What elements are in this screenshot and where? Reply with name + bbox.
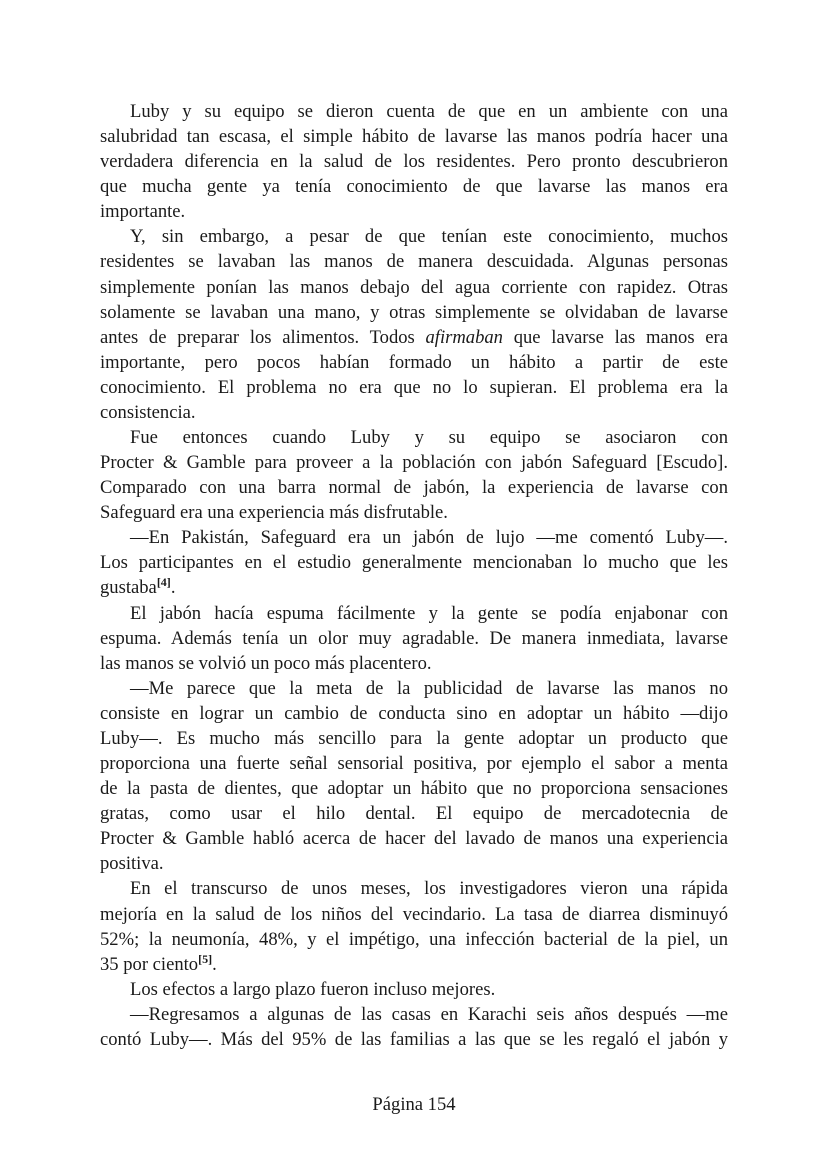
text-line: [100, 425, 728, 450]
text-span: Los efectos a largo plazo fueron incluso mejores.: [130, 978, 496, 1000]
text-span: residentes se lavaban las manos de manera descuidada. Algunas personas: [100, 251, 728, 273]
page-number: Página 154: [372, 1094, 456, 1115]
text-line: [100, 851, 728, 876]
text-line: [100, 275, 728, 300]
text-line: [100, 676, 728, 701]
text-span: .: [212, 953, 217, 975]
paragraph: [100, 977, 728, 1002]
text-span: Safeguard era una experiencia más disfrutable.: [100, 502, 448, 524]
text-line: [100, 1027, 728, 1052]
text-line: [100, 601, 728, 626]
text-span: Luby y su equipo se dieron cuenta de que en un ambiente con una: [130, 101, 728, 122]
text-line: [100, 977, 728, 1002]
text-span: —En Pakistán, Safeguard era un jabón de lujo —me comentó Luby—.: [130, 527, 728, 549]
text-span: Procter & Gamble habló acerca de hacer del lavado de manos una experiencia: [100, 828, 728, 850]
text-span: consiste en lograr un cambio de conducta sino en adoptar un hábito —dijo: [100, 702, 728, 724]
text-line: [100, 575, 728, 600]
text-span: proporciona una fuerte señal sensorial positiva, por ejemplo el sabor a menta: [100, 753, 728, 775]
text-span: antes de preparar los alimentos. Todos: [100, 326, 426, 348]
text-line: [100, 149, 728, 174]
text-line: [100, 400, 728, 425]
text-line: [100, 224, 728, 249]
paragraph: [100, 601, 728, 676]
text-span: consistencia.: [100, 401, 196, 423]
text-span: .: [170, 577, 176, 599]
text-span: En el transcurso de unos meses, los investigadores vieron una rápida: [130, 878, 728, 900]
text-span: mejoría en la salud de los niños del vecindario. La tasa de diarrea disminuyó: [100, 903, 728, 925]
text-line: [100, 99, 728, 124]
text-span: gratas, como usar el hilo dental. El equipo de mercadotecnia de: [100, 803, 728, 825]
text-span: contó Luby—. Más del 95% de las familias a las que se les regaló el jabón y: [100, 1028, 728, 1050]
paragraph: [100, 224, 728, 425]
text-line: [100, 651, 728, 676]
footnote-ref[interactable]: [5]: [198, 951, 213, 966]
text-line: [100, 249, 728, 274]
text-span: gustaba: [100, 577, 157, 599]
text-line: [100, 701, 728, 726]
text-span: conocimiento. El problema no era que no lo supieran. El problema era la: [100, 376, 728, 398]
text-line: [100, 626, 728, 651]
text-span: 35 por ciento: [100, 953, 199, 975]
text-span: El jabón hacía espuma fácilmente y la gente se podía enjabonar con: [130, 602, 728, 624]
text-line: [100, 199, 728, 224]
footnote-ref[interactable]: [4]: [156, 575, 171, 590]
text-span: Procter & Gamble para proveer a la población con jabón Safeguard [Escudo].: [100, 452, 728, 474]
text-span: importante.: [100, 201, 186, 223]
paragraph: [100, 676, 728, 877]
text-span: Fue entonces cuando Luby y su equipo se asociaron con: [130, 427, 728, 449]
paragraph: [100, 525, 728, 600]
text-span: que lavarse las manos era: [502, 326, 728, 348]
text-line: [100, 475, 728, 500]
text-span: salubridad tan escasa, el simple hábito de lavarse las manos podría hacer una: [100, 126, 728, 148]
text-span: de la pasta de dientes, que adoptar un hábito que no proporciona sensaciones: [100, 778, 728, 800]
text-line: [100, 300, 728, 325]
text-span: —Me parece que la meta de la publicidad de lavarse las manos no: [130, 677, 728, 699]
paragraph: [100, 876, 728, 976]
paragraph: [100, 1002, 728, 1052]
text-line: [100, 375, 728, 400]
text-line: [100, 500, 728, 525]
text-line: [100, 876, 728, 901]
text-span: positiva.: [100, 853, 164, 875]
text-line: [100, 450, 728, 475]
text-span: espuma. Además tenía un olor muy agradable. De manera inmediata, lavarse: [100, 627, 728, 649]
text-line: [100, 902, 728, 927]
text-span: —Regresamos a algunas de las casas en Karachi seis años después —me: [130, 1003, 728, 1025]
text-line: [100, 927, 728, 952]
paragraph: [100, 425, 728, 525]
text-span: importante, pero pocos habían formado un hábito a partir de este: [100, 351, 728, 373]
text-line: [100, 826, 728, 851]
text-span: que mucha gente ya tenía conocimiento de que lavarse las manos era: [100, 176, 728, 198]
text-line: [100, 325, 728, 350]
text-span: Y, sin embargo, a pesar de que tenían este conocimiento, muchos: [130, 226, 728, 248]
text-line: [100, 952, 728, 977]
text-span: simplemente ponían las manos debajo del agua corriente con rapidez. Otras: [100, 276, 728, 298]
text-line: [100, 776, 728, 801]
text-span: solamente se lavaban una mano, y otras simplemente se olvidaban de lavarse: [100, 301, 728, 323]
emphasis: afirmaban: [425, 326, 503, 348]
paragraph: [100, 99, 728, 224]
text-span: Comparado con una barra normal de jabón, la experiencia de lavarse con: [100, 477, 728, 499]
text-span: Los participantes en el estudio generalmente mencionaban lo mucho que les: [100, 552, 728, 574]
body-text: [100, 99, 728, 1052]
text-span: 52%; la neumonía, 48%, y el impétigo, una infección bacterial de la piel, un: [100, 928, 728, 950]
text-line: [100, 350, 728, 375]
text-line: [100, 801, 728, 826]
text-line: [100, 726, 728, 751]
text-span: Luby—. Es mucho más sencillo para la gente adoptar un producto que: [100, 727, 728, 749]
text-span: las manos se volvió un poco más placentero.: [100, 652, 432, 674]
text-line: [100, 124, 728, 149]
text-line: [100, 1002, 728, 1027]
text-span: verdadera diferencia en la salud de los residentes. Pero pronto descubrieron: [100, 151, 728, 173]
text-line: [100, 751, 728, 776]
text-line: [100, 525, 728, 550]
text-line: [100, 174, 728, 199]
text-line: [100, 550, 728, 575]
